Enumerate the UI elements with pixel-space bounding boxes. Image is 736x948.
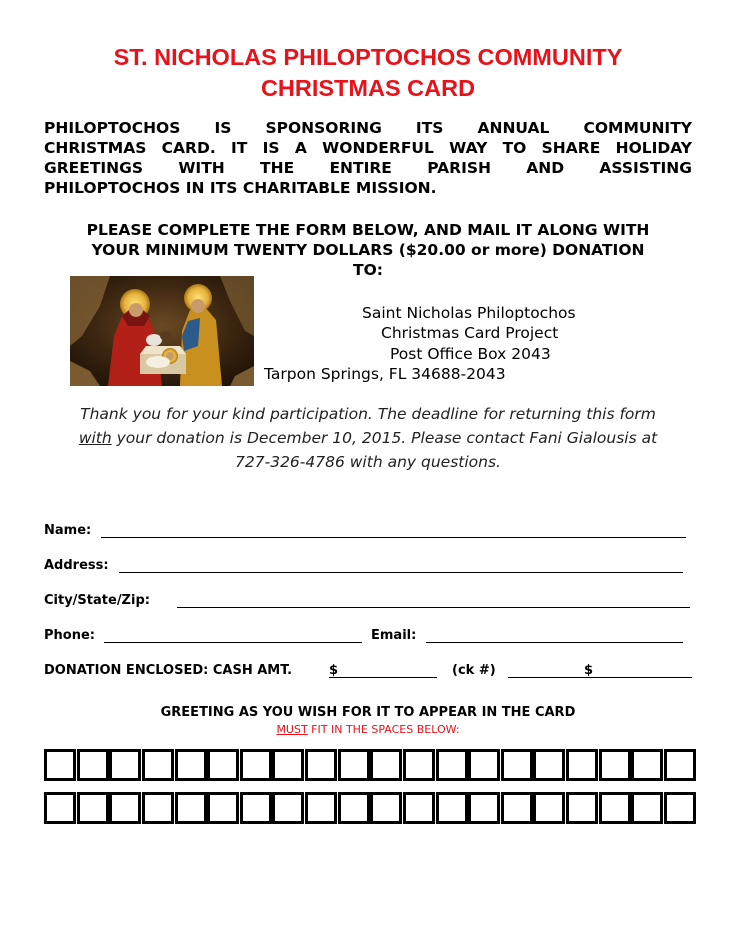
city-state-zip-field[interactable]	[177, 607, 690, 608]
greeting-note	[0, 723, 736, 737]
greeting-char-box[interactable]	[272, 792, 304, 824]
greeting-char-box[interactable]	[501, 792, 533, 824]
greeting-heading: GREETING AS YOU WISH FOR IT TO APPEAR IN THE CARD	[160, 705, 576, 720]
greeting-char-box[interactable]	[599, 749, 631, 781]
email-label: Email:	[371, 628, 417, 643]
greeting-char-box[interactable]	[77, 792, 109, 824]
phone-field[interactable]	[104, 642, 362, 643]
cash-dollar-sign: $	[329, 663, 339, 678]
intro-line-4: PHILOPTOCHOS IN ITS CHARITABLE MISSION.	[44, 179, 437, 197]
greeting-row-1	[44, 749, 696, 787]
greeting-char-box[interactable]	[664, 749, 696, 781]
address-line-4: Tarpon Springs, FL 34688-2043	[264, 365, 506, 383]
greeting-char-box[interactable]	[44, 749, 76, 781]
greeting-char-box[interactable]	[109, 749, 141, 781]
intro-line-3: GREETINGS WITH THE ENTIRE PARISH AND ASSISTING	[44, 159, 692, 177]
thanks-with: with	[78, 429, 112, 447]
nativity-icon	[70, 276, 254, 386]
greeting-char-box[interactable]	[142, 792, 174, 824]
address-label: Address:	[44, 558, 109, 573]
thanks-line-1: Thank you for your kind participation. The deadline for returning this form	[80, 405, 656, 423]
cash-amount-field[interactable]	[329, 677, 437, 678]
check-amount-field[interactable]	[584, 677, 692, 678]
greeting-char-box[interactable]	[338, 749, 370, 781]
email-field[interactable]	[426, 642, 683, 643]
greeting-char-box[interactable]	[240, 749, 272, 781]
intro-line-2: CHRISTMAS CARD. IT IS A WONDERFUL WAY TO SHARE HOLIDAY	[44, 139, 692, 157]
greeting-char-box[interactable]	[436, 792, 468, 824]
thanks-line-3: 727-326-4786 with any questions.	[235, 453, 501, 471]
greeting-char-box[interactable]	[207, 792, 239, 824]
thanks-line-2	[0, 428, 736, 449]
page-title-line1: ST. NICHOLAS PHILOPTOCHOS COMMUNITY	[113, 44, 623, 70]
name-label: Name:	[44, 523, 92, 538]
check-number-field[interactable]	[508, 677, 584, 678]
greeting-char-box[interactable]	[175, 792, 207, 824]
intro-line-1: PHILOPTOCHOS IS SPONSORING ITS ANNUAL COMMUNITY	[44, 119, 692, 137]
greeting-char-box[interactable]	[305, 792, 337, 824]
greeting-char-box[interactable]	[338, 792, 370, 824]
phone-label: Phone:	[44, 628, 95, 643]
greeting-char-box[interactable]	[436, 749, 468, 781]
greeting-char-box[interactable]	[501, 749, 533, 781]
greeting-note-rest: FIT IN THE SPACES BELOW:	[307, 723, 460, 736]
greeting-char-box[interactable]	[305, 749, 337, 781]
instruction-line-3: TO:	[353, 261, 383, 279]
address-field[interactable]	[119, 572, 683, 573]
greeting-char-box[interactable]	[631, 792, 663, 824]
greeting-char-box[interactable]	[370, 792, 402, 824]
greeting-char-box[interactable]	[272, 749, 304, 781]
greeting-char-box[interactable]	[533, 792, 565, 824]
check-dollar-sign: $	[584, 663, 594, 678]
greeting-char-box[interactable]	[240, 792, 272, 824]
greeting-char-box[interactable]	[77, 749, 109, 781]
greeting-char-box[interactable]	[403, 749, 435, 781]
instruction-line-1: PLEASE COMPLETE THE FORM BELOW, AND MAIL IT ALONG WITH	[86, 221, 650, 239]
instruction-line-2: YOUR MINIMUM TWENTY DOLLARS ($20.00 or more) DONATION	[91, 241, 645, 259]
greeting-char-box[interactable]	[566, 792, 598, 824]
greeting-char-box[interactable]	[664, 792, 696, 824]
greeting-char-box[interactable]	[207, 749, 239, 781]
thanks-line-2-rest: your donation is December 10, 2015. Please contact Fani Gialousis at	[111, 429, 658, 447]
greeting-char-box[interactable]	[468, 749, 500, 781]
greeting-row-2	[44, 792, 696, 830]
address-line-1: Saint Nicholas Philoptochos	[362, 304, 576, 322]
greeting-char-box[interactable]	[175, 749, 207, 781]
greeting-char-box[interactable]	[566, 749, 598, 781]
greeting-char-box[interactable]	[142, 749, 174, 781]
check-number-label: (ck #)	[452, 663, 496, 678]
page-title-line2: CHRISTMAS CARD	[260, 75, 476, 101]
greeting-char-box[interactable]	[44, 792, 76, 824]
greeting-char-box[interactable]	[468, 792, 500, 824]
city-state-zip-label: City/State/Zip:	[44, 593, 150, 608]
greeting-note-must: MUST	[276, 723, 308, 736]
greeting-char-box[interactable]	[109, 792, 141, 824]
greeting-char-box[interactable]	[599, 792, 631, 824]
name-field[interactable]	[101, 537, 686, 538]
address-line-3: Post Office Box 2043	[390, 345, 551, 363]
donation-label: DONATION ENCLOSED: CASH AMT.	[44, 663, 293, 678]
greeting-char-box[interactable]	[403, 792, 435, 824]
greeting-char-box[interactable]	[631, 749, 663, 781]
address-line-2: Christmas Card Project	[381, 324, 559, 342]
greeting-char-box[interactable]	[533, 749, 565, 781]
greeting-char-box[interactable]	[370, 749, 402, 781]
